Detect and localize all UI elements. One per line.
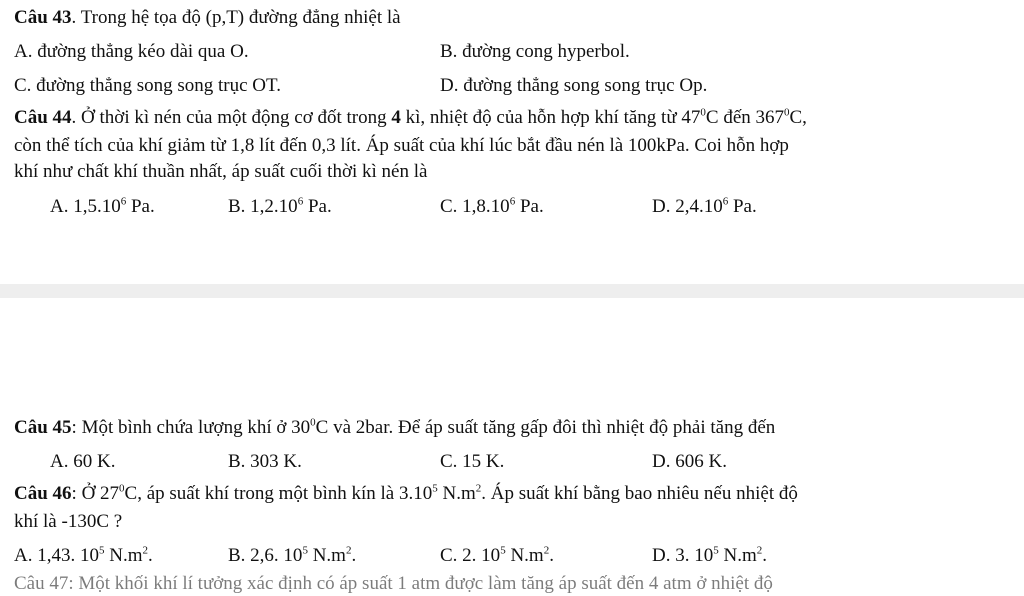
option-a-end: . bbox=[147, 545, 153, 566]
question-46-option-c bbox=[440, 544, 554, 568]
option-a-unit: Pa. bbox=[126, 196, 155, 217]
option-c-unit: N.m bbox=[505, 545, 544, 566]
question-46-power-5: 5 bbox=[432, 482, 438, 495]
question-46-stem-line-1 bbox=[14, 482, 798, 506]
option-c-base: C. 2. 10 bbox=[440, 545, 501, 566]
question-46-text-a: : Ở 27 bbox=[71, 483, 120, 504]
question-44-label: Câu 44 bbox=[14, 107, 72, 128]
option-b-unit: Pa. bbox=[303, 196, 332, 217]
question-44-text-c: C đến 367 bbox=[705, 107, 784, 128]
question-46-stem-line-2: khí là -130C ? bbox=[14, 511, 123, 532]
question-46-text-c: N.m bbox=[437, 483, 476, 504]
option-d-unit: N.m bbox=[718, 545, 757, 566]
option-a-base: A. 1,5.10 bbox=[50, 196, 121, 217]
option-d-base: D. 3. 10 bbox=[652, 545, 714, 566]
question-45-text-b: C và 2bar. Để áp suất tăng gấp đôi thì nhiệt độ phải tăng đến bbox=[315, 417, 776, 438]
question-43-option-a: A. đường thẳng kéo dài qua O. bbox=[14, 41, 249, 62]
question-46-degree: 0 bbox=[119, 482, 125, 495]
option-b-unit-exponent: 2 bbox=[345, 544, 352, 557]
option-d-unit-exponent: 2 bbox=[756, 544, 763, 557]
question-44-stem-line-2: còn thể tích của khí giảm từ 1,8 lít đến 0,3 lít. Áp suất của khí lúc bắt đầu nén là 100kPa. Coi hỗn hợp bbox=[14, 135, 789, 156]
option-b-base: B. 2,6. 10 bbox=[228, 545, 303, 566]
option-c-base: C. 1,8.10 bbox=[440, 196, 510, 217]
option-b-exponent: 6 bbox=[297, 195, 304, 208]
question-44-degree-2: 0 bbox=[784, 106, 790, 119]
question-44-stem-line-3: khí như chất khí thuần nhất, áp suất cuối thời kì nén là bbox=[14, 161, 428, 182]
question-44-stem-line-1 bbox=[14, 106, 807, 130]
option-c-end: . bbox=[549, 545, 554, 566]
question-43-option-d: D. đường thẳng song song trục Op. bbox=[440, 75, 708, 96]
option-a-base: A. 1,43. 10 bbox=[14, 545, 99, 566]
question-45-option-c: C. 15 K. bbox=[440, 451, 505, 472]
option-b-unit: N.m bbox=[307, 545, 346, 566]
question-46-power-2: 2 bbox=[475, 482, 482, 495]
option-b-end: . bbox=[351, 545, 357, 566]
question-44-option-a bbox=[50, 195, 155, 219]
question-45-label: Câu 45 bbox=[14, 417, 72, 438]
question-44-text-d: C, bbox=[789, 107, 807, 128]
question-45-option-b: B. 303 K. bbox=[228, 451, 302, 472]
option-c-unit: Pa. bbox=[515, 196, 544, 217]
upper-page-region bbox=[0, 0, 1024, 282]
question-46-option-b bbox=[228, 544, 356, 568]
option-d-end: . bbox=[762, 545, 767, 566]
question-44-text-a: . Ở thời kì nén của một động cơ đốt trong bbox=[71, 107, 392, 128]
question-46-text-d: . Áp suất khí bằng bao nhiêu nếu nhiệt độ bbox=[481, 483, 798, 504]
option-c-unit-exponent: 2 bbox=[543, 544, 550, 557]
option-a-unit: N.m bbox=[104, 545, 143, 566]
question-44-option-d bbox=[652, 195, 757, 219]
question-44-degree-1: 0 bbox=[700, 106, 706, 119]
question-43-stem bbox=[14, 6, 401, 30]
question-44-text-b: kì, nhiệt độ của hỗn hợp khí tăng từ 47 bbox=[400, 107, 701, 128]
option-d-base: D. 2,4.10 bbox=[652, 196, 723, 217]
question-46-label: Câu 46 bbox=[14, 483, 72, 504]
option-d-exponent: 6 bbox=[722, 195, 729, 208]
option-b-base: B. 1,2.10 bbox=[228, 196, 298, 217]
question-43-label: Câu 43 bbox=[14, 7, 72, 28]
option-a-exponent: 5 bbox=[98, 544, 105, 557]
question-44-bold-number: 4 bbox=[391, 107, 401, 128]
cut-off-next-line: Câu 47: Một khối khí lí tưởng xác định có áp suất 1 atm được làm tăng áp suất đến 4 atm ở nhiệt độ bbox=[14, 573, 773, 594]
option-d-exponent: 5 bbox=[713, 544, 719, 557]
question-45-text-a: : Một bình chứa lượng khí ở 30 bbox=[71, 417, 311, 438]
option-d-unit: Pa. bbox=[728, 196, 757, 217]
question-45-degree: 0 bbox=[310, 416, 316, 429]
option-a-exponent: 6 bbox=[120, 195, 127, 208]
question-44-option-c bbox=[440, 195, 544, 219]
question-43-option-c: C. đường thẳng song song trục OT. bbox=[14, 75, 281, 96]
option-c-exponent: 5 bbox=[500, 544, 506, 557]
page-separator bbox=[0, 284, 1024, 298]
question-46-text-b: C, áp suất khí trong một bình kín là 3.10 bbox=[124, 483, 433, 504]
option-c-exponent: 6 bbox=[509, 195, 516, 208]
question-46-option-d bbox=[652, 544, 767, 568]
question-45-option-d: D. 606 K. bbox=[652, 451, 727, 472]
option-b-exponent: 5 bbox=[302, 544, 308, 557]
question-43-option-b: B. đường cong hyperbol. bbox=[440, 41, 630, 62]
question-43-text: . Trong hệ tọa độ (p,T) đường đẳng nhiệt là bbox=[71, 7, 401, 28]
question-45-option-a: A. 60 K. bbox=[50, 451, 116, 472]
question-44-option-b bbox=[228, 195, 332, 219]
option-a-unit-exponent: 2 bbox=[142, 544, 148, 557]
question-45-stem bbox=[14, 416, 775, 440]
question-46-option-a bbox=[14, 544, 153, 568]
